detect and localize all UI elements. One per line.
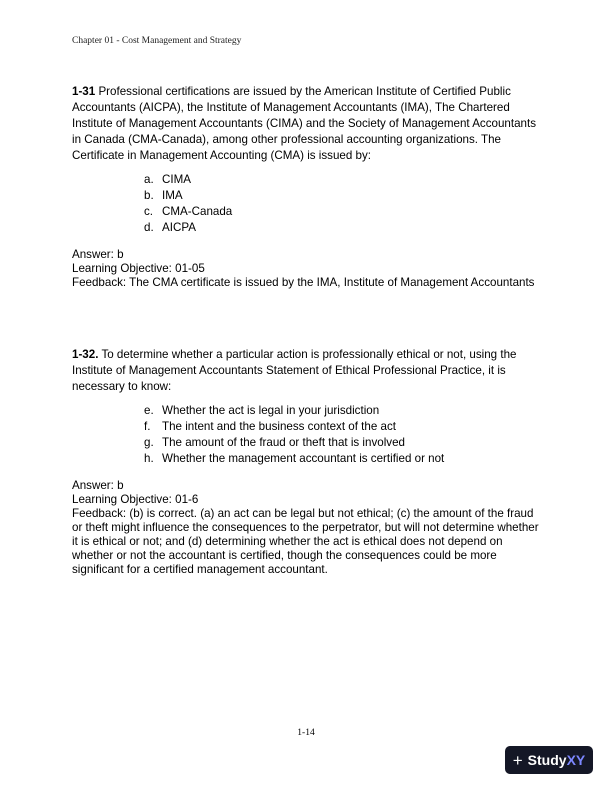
feedback: Feedback: (b) is correct. (a) an act can be legal but not ethical; (c) the amount of the fraud or theft might influence the consequences to the perpetrator, but will not determine whether it is ethical or not; and (d) determining whether the act is ethical does not depend on whether or not the accountant is certified, though the consequences could be more significant for a certified management accountant. [72,507,539,576]
option-a [144,172,542,188]
option-h [144,451,542,467]
option-b [144,188,542,204]
question-number: 1-32. [72,348,99,361]
option-letter: d. [144,221,154,234]
option-letter: h. [144,452,154,465]
plus-icon: + [512,750,523,770]
feedback: Feedback: The CMA certificate is issued by the IMA, Institute of Management Accountants [72,276,535,289]
brand-name: Study [527,752,567,768]
option-text: The intent and the business context of the act [162,420,396,433]
option-text: The amount of the fraud or theft that is involved [162,436,405,449]
option-c [144,204,542,220]
learning-objective: Learning Objective: 01-05 [72,262,205,275]
answer-options [72,403,542,467]
option-text: Whether the act is legal in your jurisdiction [162,404,380,417]
option-text: IMA [162,189,183,202]
answer-meta [72,248,542,290]
option-e [144,403,542,419]
option-letter: g. [144,436,154,449]
question-stem [72,84,542,164]
learning-objective: Learning Objective: 01-6 [72,493,199,506]
brand-accent: XY [566,752,586,768]
option-d [144,220,542,236]
answer-line: Answer: b [72,479,124,492]
option-text: AICPA [162,221,196,234]
option-letter: a. [144,173,154,186]
answer-line: Answer: b [72,248,124,261]
answer-options [72,172,542,236]
question-number: 1-31 [72,85,96,98]
option-text: Whether the management accountant is certified or not [162,452,445,465]
option-text: CIMA [162,173,191,186]
option-letter: c. [144,205,154,218]
question-1-31 [72,84,542,290]
studyxy-badge[interactable] [505,746,593,774]
question-stem [72,347,542,395]
option-text: CMA-Canada [162,205,233,218]
question-text: To determine whether a particular action is professionally ethical or not, using the Institute of Management Accountants Statement of Ethical Professional Practice, it is necessary to know: [72,348,517,393]
option-g [144,435,542,451]
running-header: Chapter 01 - Cost Management and Strategy [72,36,242,46]
option-letter: e. [144,404,154,417]
question-text: Professional certifications are issued by the American Institute of Certified Public Accountants (AICPA), the Institute of Management Accountants (IMA), The Chartered Institute of Management Accountants (CIMA) and the Society of Management Accountants in Canada (CMA-Canada), among other professional accounting organizations. The Certificate in Management Accounting (CMA) is issued by: [72,85,537,162]
question-1-32 [72,347,542,577]
page-number: 1-14 [297,728,315,738]
option-letter: b. [144,189,154,202]
answer-meta [72,479,542,577]
option-letter: f. [144,420,151,433]
option-f [144,419,542,435]
